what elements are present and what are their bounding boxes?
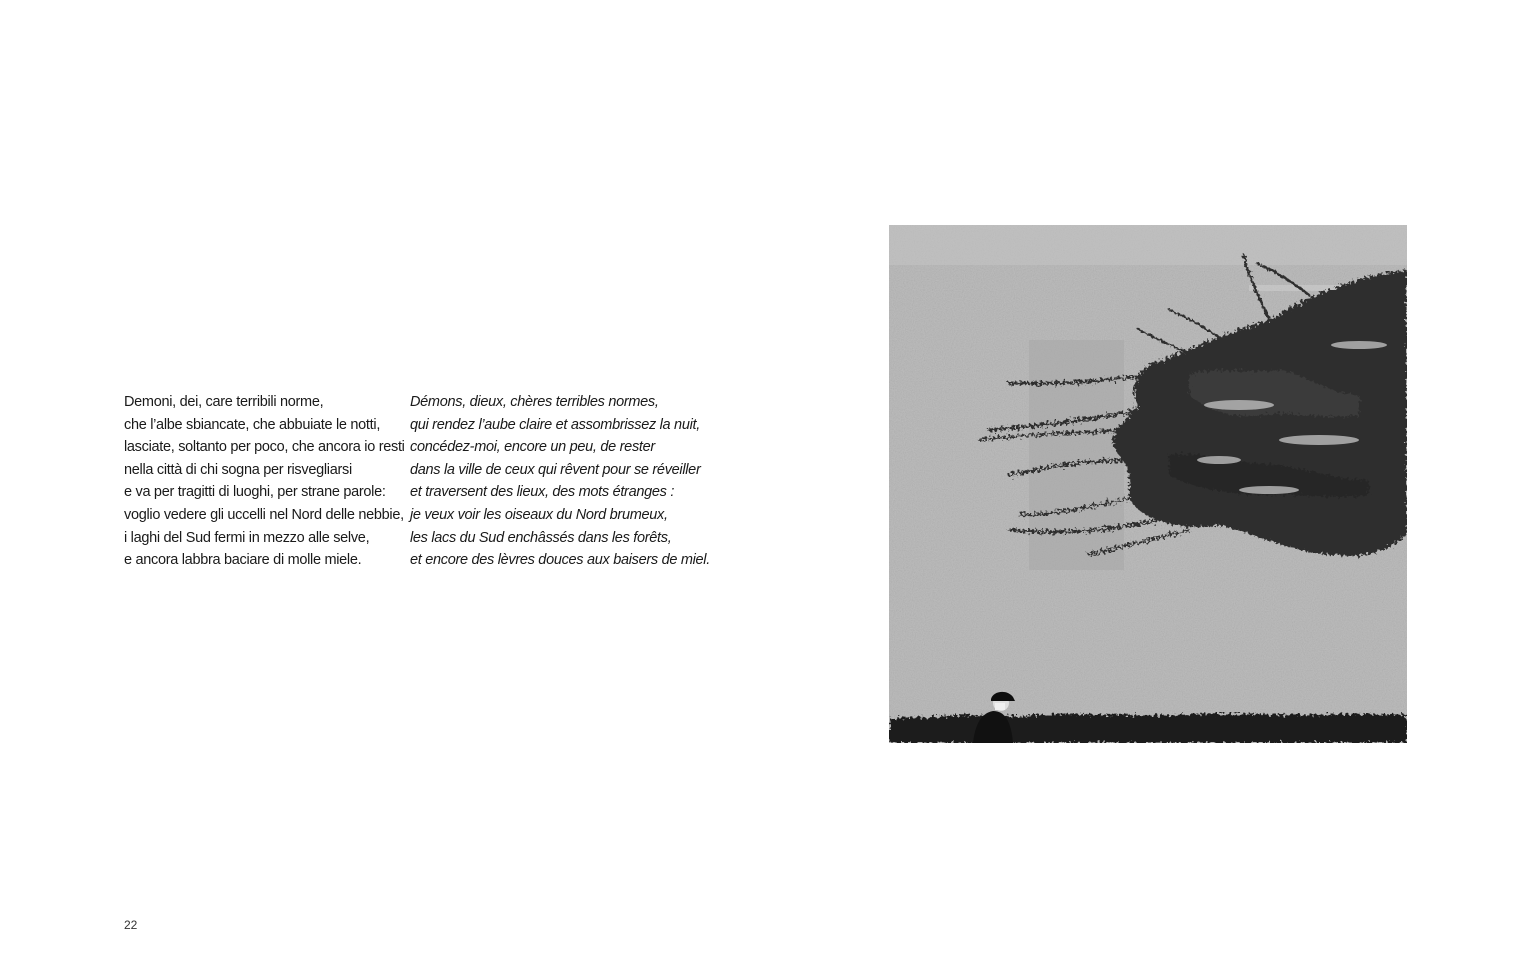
ivy-wall-illustration — [889, 225, 1407, 743]
poem-line: qui rendez l’aube claire et assombrissez la nuit, — [410, 416, 700, 433]
poem-line: e va per tragitti di luoghi, per strane parole: — [124, 484, 386, 501]
poem-line: je veux voir les oiseaux du Nord brumeux, — [410, 506, 668, 523]
poem-line: che l’albe sbiancate, che abbuiate le notti, — [124, 416, 381, 433]
poem-line: dans la ville de ceux qui rêvent pour se réveiller — [410, 461, 701, 478]
poem-line: Demoni, dei, care terribili norme, — [124, 394, 324, 410]
poem-line: nella città di chi sogna per risvegliarsi — [124, 461, 352, 478]
wall-panel — [1029, 340, 1124, 570]
poem-line: et traversent des lieux, des mots étranges : — [410, 484, 675, 501]
page-number: 22 — [124, 918, 138, 932]
poem-line: e ancora labbra baciare di molle miele. — [124, 552, 362, 569]
poem-line: voglio vedere gli uccelli nel Nord delle nebbie, — [124, 506, 404, 523]
poem-line: les lacs du Sud enchâssés dans les forêts, — [410, 529, 672, 546]
poem-line: Démons, dieux, chères terribles normes, — [410, 394, 659, 410]
poem-line: i laghi del Sud fermi in mezzo alle selve, — [124, 529, 370, 546]
ivy-wall-photo — [889, 225, 1407, 743]
poem-french — [410, 391, 710, 572]
poem-line: lasciate, soltanto per poco, che ancora io resti — [124, 439, 405, 456]
poem-italian — [124, 391, 405, 572]
hedge — [889, 714, 1407, 743]
poem-line: concédez-moi, encore un peu, de rester — [410, 439, 655, 456]
poem-line: et encore des lèvres douces aux baisers de miel. — [410, 552, 710, 569]
